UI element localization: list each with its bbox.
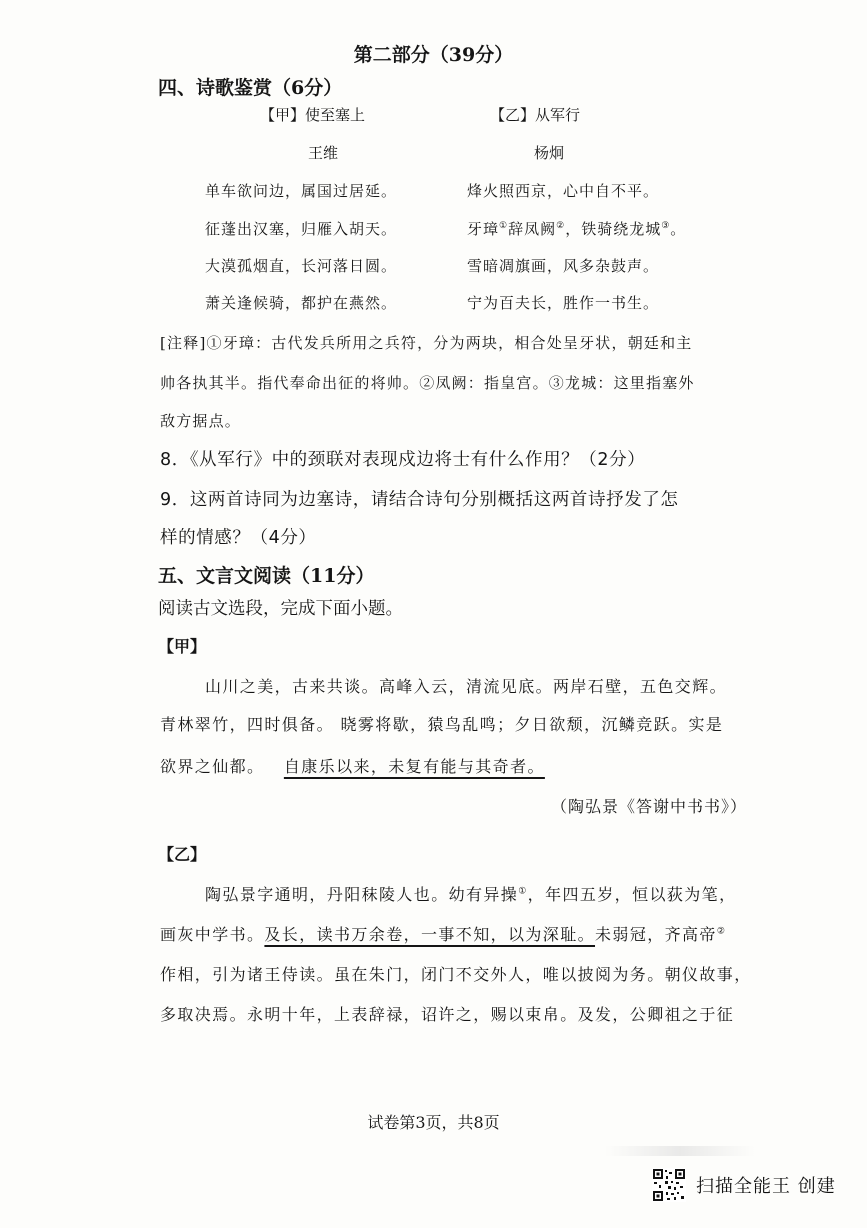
poem-b-title: 【乙】从军行 — [490, 106, 581, 124]
passage-a-line: 欲界之仙都。 自康乐以来，未复有能与其奇者。 — [160, 757, 545, 776]
poem-a-line: 萧关逢候骑，都护在燕然。 — [205, 294, 398, 312]
scanner-watermark-text: 扫描全能王 创建 — [696, 1176, 836, 1197]
passage-b-line: 画灰中学书。及长，读书万余卷，一事不知，以为深耻。未弱冠，齐高帝② — [160, 925, 727, 944]
question-9-line: 样的情感？（4分） — [160, 528, 317, 548]
section-5-intro: 阅读古文选段，完成下面小题。 — [158, 599, 403, 619]
poem-a-title: 【甲】使至塞上 — [260, 106, 366, 124]
qr-code-icon — [652, 1168, 686, 1202]
annotation-line: 帅各执其半。指代奉命出征的将帅。②凤阙：指皇宫。③龙城：这里指塞外 — [160, 374, 695, 392]
poem-b-author: 杨炯 — [534, 144, 565, 162]
poem-a-line: 大漠孤烟直，长河落日圆。 — [205, 257, 398, 275]
question-8: 8．《从军行》中的颈联对表现戍边将士有什么作用？（2分） — [160, 450, 646, 470]
passage-a-label: 【甲】 — [158, 637, 207, 656]
passage-b-line: 多取决焉。永明十年，上表辞禄，诏许之，赐以束帛。及发，公卿祖之于征 — [160, 1005, 735, 1024]
poem-b-line: 宁为百夫长，胜作一书生。 — [467, 294, 660, 312]
poem-b-line: 牙璋①辞凤阙②，铁骑绕龙城③。 — [467, 220, 687, 238]
poem-a-line: 征蓬出汉塞，归雁入胡天。 — [205, 220, 398, 238]
section-5-heading: 五、文言文阅读（11分） — [158, 565, 375, 587]
poem-a-author: 王维 — [308, 144, 339, 162]
scanner-watermark — [652, 1168, 836, 1202]
poem-b-line: 烽火照西京，心中自不平。 — [467, 182, 660, 200]
question-9-line: 9．这两首诗同为边塞诗，请结合诗句分别概括这两首诗抒发了怎 — [160, 490, 679, 510]
passage-a-line: 山川之美，古来共谈。高峰入云，清流见底。两岸石壁，五色交辉。 — [205, 677, 728, 696]
poem-b-line: 雪暗凋旗画，风多杂鼓声。 — [467, 257, 660, 275]
passage-a-line: 青林翠竹，四时俱备。 晓雾将歇，猿鸟乱鸣；夕日欲颓，沉鳞竞跃。实是 — [160, 715, 724, 734]
section-4-heading: 四、诗歌鉴赏（6分） — [158, 77, 343, 99]
scan-smudge — [605, 1146, 755, 1156]
passage-a-source: （陶弘景《答谢中书书》） — [550, 797, 747, 816]
passage-b-label: 【乙】 — [158, 845, 207, 864]
annotation-line: 敌方据点。 — [160, 412, 242, 430]
underlined-sentence: 自康乐以来，未复有能与其奇者。 — [283, 757, 545, 776]
poem-a-line: 单车欲问边，属国过居延。 — [205, 182, 398, 200]
part-title: 第二部分（39分） — [353, 44, 514, 66]
passage-b-line: 陶弘景字通明，丹阳秣陵人也。幼有异操①，年四五岁，恒以荻为笔， — [205, 885, 737, 904]
page-footer: 试卷第3页，共8页 — [367, 1113, 500, 1132]
passage-b-line: 作相，引为诸王侍读。虽在朱门，闭门不交外人，唯以披阅为务。朝仪故事， — [160, 965, 752, 984]
annotation-line: [注释]①牙璋：古代发兵所用之兵符，分为两块，相合处呈牙状，朝廷和主 — [160, 334, 693, 352]
underlined-sentence: 及长，读书万余卷，一事不知，以为深耻。 — [264, 925, 596, 944]
